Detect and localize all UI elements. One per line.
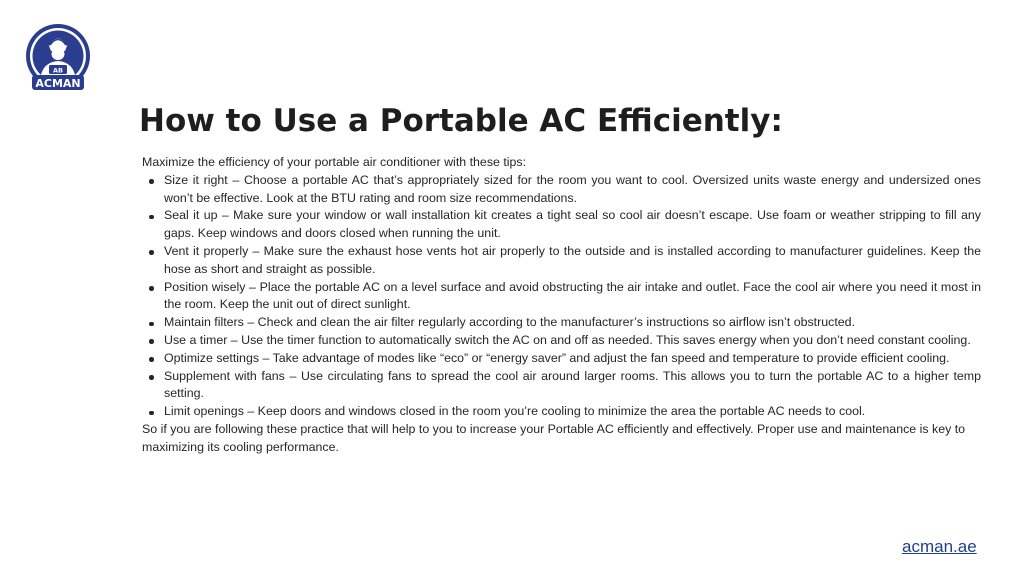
tip-item-size: Size it right – Choose a portable AC that’s appropriately sized for the room you want to cool. Oversized units waste energy and undersized ones won’t be effective. Look at the BTU rating and room size recommendations. — [164, 172, 981, 208]
tip-item-filters: Maintain filters – Check and clean the air filter regularly according to the manufacturer’s instructions so airflow isn’t obstructed. — [164, 314, 981, 332]
website-link[interactable]: acman.ae — [902, 537, 977, 556]
acman-mascot-icon — [22, 24, 94, 92]
tips-list — [142, 172, 981, 421]
tip-item-vent: Vent it properly – Make sure the exhaust hose vents hot air properly to the outside and is installed according to manufacturer guidelines. Keep the hose as short and straight as possible. — [164, 243, 981, 279]
intro-text: Maximize the efficiency of your portable air conditioner with these tips: — [142, 155, 527, 169]
tip-item-timer: Use a timer – Use the timer function to automatically switch the AC on and off as needed. This saves energy when you don’t need constant cooling. — [164, 332, 981, 350]
tip-item-seal: Seal it up – Make sure your window or wall installation kit creates a tight seal so cool air doesn’t escape. Use foam or weather stripping to fill any gaps. Keep windows and doors closed when running the unit. — [164, 207, 981, 243]
page-title: How to Use a Portable AC Efficiently: — [139, 103, 783, 139]
tip-item-fans: Supplement with fans – Use circulating fans to spread the cool air around larger rooms. This allows you to turn the portable AC to a higher temp setting. — [164, 368, 981, 404]
tip-item-settings: Optimize settings – Take advantage of modes like “eco” or “energy saver” and adjust the fan speed and temperature to provide efficient cooling. — [164, 350, 981, 368]
tip-item-position: Position wisely – Place the portable AC on a level surface and avoid obstructing the air intake and outlet. Face the cool air where you need it most in the room. Keep the unit out of direct sunlight. — [164, 279, 981, 315]
logo-badge-text: AB — [53, 66, 63, 75]
conclusion-text: So if you are following these practice that will help to you to increase your Portable AC efficiently and effectively. Proper use and maintenance is key to maximizing its cooling performance. — [142, 421, 966, 454]
tip-item-openings: Limit openings – Keep doors and windows closed in the room you’re cooling to minimize the area the portable AC needs to cool. — [164, 403, 981, 421]
logo-brand-text: ACMAN — [35, 77, 81, 90]
acman-logo — [22, 24, 94, 92]
article-body — [142, 154, 981, 457]
